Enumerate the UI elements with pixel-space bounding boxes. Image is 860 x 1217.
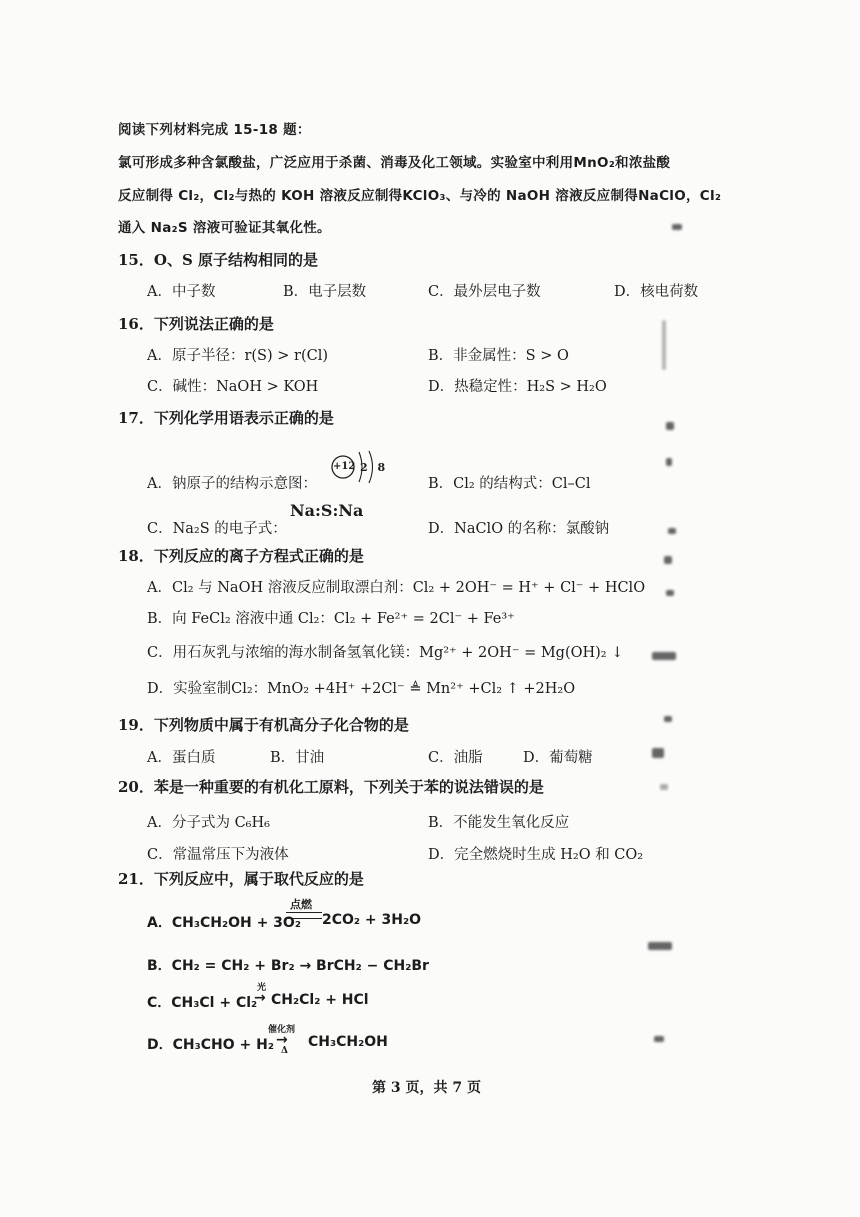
question-20-stem: 20．苯是一种重要的有机化工原料，下列关于苯的说法错误的是 [118,778,544,796]
scan-smudge [668,528,676,534]
condition-ignite: 点燃 [290,898,312,911]
intro-line: 反应制得 Cl₂，Cl₂与热的 KOH 溶液反应制得KClO₃、与冷的 NaOH 溶液反应制得NaClO，Cl₂ [118,188,722,204]
question-16-option-b: B．非金属性：S > O [428,348,569,364]
intro-line: 氯可形成多种含氯酸盐，广泛应用于杀菌、消毒及化工领域。实验室中利用MnO₂和浓盐酸 [118,155,671,171]
scan-smudge [664,556,672,564]
equals-sign-icon [286,912,322,919]
question-21-option-c-right: CH₂Cl₂ + HCl [271,992,369,1008]
scan-smudge [666,422,674,430]
condition-light: 光 [257,983,267,993]
question-17-option-a: A．钠原子的结构示意图： [147,476,317,492]
question-20-option-c: C．常温常压下为液体 [147,847,289,863]
intro-heading: 阅读下列材料完成 15-18 题： [118,122,311,138]
scan-smudge [664,716,672,722]
question-17-option-c: C．Na₂S 的电子式： [147,521,287,537]
question-15-option-c: C．最外层电子数 [428,284,541,300]
question-18-option-a: A．Cl₂ 与 NaOH 溶液反应制取漂白剂：Cl₂ + 2OH⁻ = H⁺ + Cl⁻ + HClO [147,580,646,596]
question-18-option-c: C．用石灰乳与浓缩的海水制备氢氧化镁：Mg²⁺ + 2OH⁻ = Mg(OH)₂ ↓ [147,645,624,661]
question-15-stem: 15．O、S 原子结构相同的是 [118,251,318,269]
question-18-option-d: D．实验室制Cl₂：MnO₂ +4H⁺ +2Cl⁻ ≜ Mn²⁺ +Cl₂ ↑ +2H₂O [147,681,576,697]
question-18-option-b: B．向 FeCl₂ 溶液中通 Cl₂：Cl₂ + Fe²⁺ = 2Cl⁻ + Fe³⁺ [147,611,515,627]
question-19-option-a: A．蛋白质 [147,750,216,766]
scan-smudge [662,320,666,370]
question-19-option-c: C．油脂 [428,750,483,766]
scan-smudge [660,784,668,790]
question-20-option-d: D．完全燃烧时生成 H₂O 和 CO₂ [428,847,644,863]
atom-shell-electrons: 2 8 [360,461,389,474]
scan-smudge [672,224,682,230]
page-number: 第 3 页，共 7 页 [372,1080,481,1096]
question-21-option-b: B．CH₂ = CH₂ + Br₂ → BrCH₂ − CH₂Br [147,958,429,974]
question-15-option-a: A．中子数 [147,284,216,300]
question-21-option-d-right: CH₃CH₂OH [308,1034,388,1050]
scan-smudge [666,458,672,466]
electron-formula: Na:S:Na [290,501,364,520]
question-19-option-b: B．甘油 [270,750,325,766]
condition-catalyst: 催化剂 [268,1025,296,1035]
question-21-option-a-left: A．CH₃CH₂OH + 3O₂ [147,915,301,931]
question-21-option-c-left: C．CH₃Cl + Cl₂ [147,995,258,1011]
intro-line: 通入 Na₂S 溶液可验证其氧化性。 [118,220,331,236]
question-16-option-a: A．原子半径：r(S) > r(Cl) [147,348,328,364]
scan-smudge [666,590,674,596]
scan-smudge [648,942,672,950]
question-19-option-d: D．葡萄糖 [523,750,593,766]
question-16-stem: 16．下列说法正确的是 [118,315,274,333]
condition-heat: Δ [281,1046,288,1056]
question-18-stem: 18．下列反应的离子方程式正确的是 [118,547,364,565]
question-21-stem: 21．下列反应中，属于取代反应的是 [118,870,364,888]
question-17-stem: 17．下列化学用语表示正确的是 [118,409,334,427]
question-21-option-a-right: 2CO₂ + 3H₂O [322,912,422,928]
atom-nucleus-label: +12 [333,461,356,472]
question-20-option-b: B．不能发生氧化反应 [428,815,570,831]
arrow-right-icon: → [254,990,266,1006]
question-16-option-c: C．碱性：NaOH > KOH [147,379,319,395]
scan-smudge [654,1036,664,1042]
question-15-option-d: D．核电荷数 [614,284,699,300]
question-21-option-d-left: D．CH₃CHO + H₂ [147,1037,274,1053]
question-17-option-d: D．NaClO 的名称：氯酸钠 [428,521,610,537]
scan-smudge [652,748,664,758]
sodium-atom-diagram [331,447,391,487]
question-17-option-b: B．Cl₂ 的结构式：Cl–Cl [428,476,591,492]
question-19-stem: 19．下列物质中属于有机高分子化合物的是 [118,716,409,734]
question-16-option-d: D．热稳定性：H₂S > H₂O [428,379,607,395]
scan-smudge [652,652,676,660]
arrow-right-icon: → [276,1032,288,1048]
question-20-option-a: A．分子式为 C₆H₆ [147,815,270,831]
question-15-option-b: B．电子层数 [283,284,367,300]
